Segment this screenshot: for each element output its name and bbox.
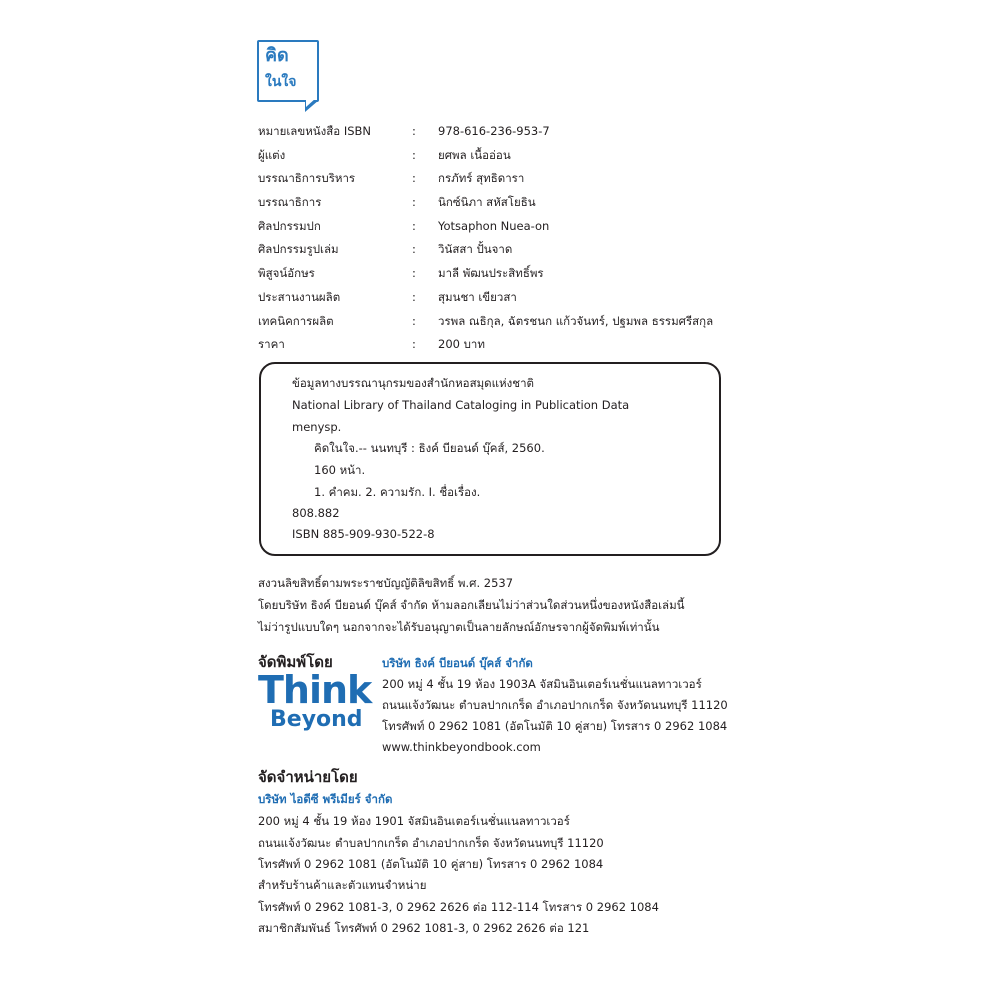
credit-colon: :: [412, 313, 416, 328]
publisher-website: www.thinkbeyondbook.com: [382, 740, 541, 754]
cip-author-code: menysp.: [292, 420, 342, 434]
distributor-member-phone: สมาชิกสัมพันธ์ โทรศัพท์ 0 2962 1081-3, 0 2962 2626 ต่อ 121: [258, 921, 590, 935]
cip-pages: 160 หน้า.: [314, 463, 366, 477]
credit-colon: :: [412, 147, 416, 162]
credit-colon: :: [412, 337, 416, 352]
credit-label: ราคา: [258, 337, 285, 352]
credit-value: นิกซ์นิภา สหัสโยธิน: [438, 195, 536, 210]
credit-row: [258, 337, 778, 361]
credit-value: Yotsaphon Nuea-on: [438, 218, 550, 233]
credit-value: วินัสสา ปั้นจาด: [438, 242, 513, 257]
distributor-name: บริษัท ไอดีซี พรีเมียร์ จำกัด: [258, 792, 393, 806]
copyright-line3: ไม่ว่ารูปแบบใดๆ นอกจากจะได้รับอนุญาตเป็นลายลักษณ์อักษรจากผู้จัดพิมพ์เท่านั้น: [258, 620, 660, 634]
credit-value: กรภัทร์ สุทธิดารา: [438, 171, 525, 186]
credit-row: [258, 171, 778, 195]
credit-value: สุมนชา เขียวสา: [438, 289, 517, 304]
credit-value: ยศพล เนื้ออ่อน: [438, 147, 511, 162]
logo-speech-tail-inner: [306, 98, 316, 107]
credit-label: หมายเลขหนังสือ ISBN: [258, 124, 372, 138]
distributor-address-1: 200 หมู่ 4 ชั้น 19 ห้อง 1901 จัสมินอินเตอร์เนชั่นแนลทาวเวอร์: [258, 814, 570, 828]
credit-label: ศิลปกรรมรูปเล่ม: [258, 242, 339, 257]
copyright-line1: สงวนลิขสิทธิ์ตามพระราชบัญญัติลิขสิทธิ์ พ.ศ. 2537: [258, 576, 514, 590]
distributor-heading: จัดจำหน่ายโดย: [258, 768, 358, 786]
publisher-address-1: 200 หมู่ 4 ชั้น 19 ห้อง 1903A จัสมินอินเตอร์เนชั่นแนลทาวเวอร์: [382, 677, 702, 691]
cip-classification: 808.882: [292, 506, 340, 520]
credit-label: พิสูจน์อักษร: [258, 266, 315, 281]
publisher-phone: โทรศัพท์ 0 2962 1081 (อัตโนมัติ 10 คู่สาย) โทรสาร 0 2962 1084: [382, 719, 728, 733]
cip-subjects: 1. คำคม. 2. ความรัก. I. ชื่อเรื่อง.: [314, 485, 481, 499]
credit-value: วรพล ณธิกุล, ฉัตรชนก แก้วจันทร์, ปฐมพล ธรรมศรีสกุล: [438, 313, 714, 328]
think-beyond-logo-think: Think: [258, 668, 372, 712]
credit-label: บรรณาธิการบริหาร: [258, 171, 356, 186]
credit-label: ศิลปกรรมปก: [258, 218, 321, 233]
credit-label: ผู้แต่ง: [258, 147, 286, 162]
cataloging-box: [259, 362, 721, 556]
kid-nai-jai-logo: [257, 40, 319, 102]
credit-label: บรรณาธิการ: [258, 195, 322, 210]
credit-row: [258, 314, 778, 338]
credit-colon: :: [412, 289, 416, 304]
think-beyond-logo-beyond: Beyond: [270, 707, 363, 732]
logo-line2: ในใจ: [265, 74, 297, 90]
publisher-address-2: ถนนแจ้งวัฒนะ ตำบลปากเกร็ด อำเภอปากเกร็ด จังหวัดนนทบุรี 11120: [382, 698, 728, 712]
credit-colon: :: [412, 171, 416, 186]
credit-colon: :: [412, 242, 416, 257]
credit-row: [258, 219, 778, 243]
credit-colon: :: [412, 218, 416, 233]
cip-heading-thai: ข้อมูลทางบรรณานุกรมของสำนักหอสมุดแห่งชาติ: [292, 376, 534, 390]
distributor-retail-phone: โทรศัพท์ 0 2962 1081-3, 0 2962 2626 ต่อ 112-114 โทรสาร 0 2962 1084: [258, 900, 659, 914]
credit-row: [258, 242, 778, 266]
credits-table: [258, 124, 778, 361]
credit-label: เทคนิคการผลิต: [258, 313, 334, 328]
credit-row: [258, 290, 778, 314]
credit-colon: :: [412, 195, 416, 210]
cip-title-publisher: คิดในใจ.-- นนทบุรี : ธิงค์ บียอนด์ บุ๊คส์, 2560.: [314, 441, 545, 455]
credit-value: 200 บาท: [438, 337, 485, 352]
publisher-name: บริษัท ธิงค์ บียอนด์ บุ๊คส์ จำกัด: [382, 656, 533, 670]
credit-label: ประสานงานผลิต: [258, 289, 341, 304]
credit-value: 978-616-236-953-7: [438, 124, 550, 138]
cip-isbn: ISBN 885-909-930-522-8: [292, 527, 435, 541]
credit-colon: :: [412, 266, 416, 281]
publisher-heading: จัดพิมพ์โดย: [258, 653, 333, 671]
credit-row: [258, 148, 778, 172]
distributor-address-2: ถนนแจ้งวัฒนะ ตำบลปากเกร็ด อำเภอปากเกร็ด จังหวัดนนทบุรี 11120: [258, 836, 604, 850]
credit-row: [258, 124, 778, 148]
credit-colon: :: [412, 124, 416, 138]
logo-line1: คิด: [265, 45, 289, 66]
copyright-line2: โดยบริษัท ธิงค์ บียอนด์ บุ๊คส์ จำกัด ห้ามลอกเลียนไม่ว่าส่วนใดส่วนหนึ่งของหนังสือเล่มนี้: [258, 598, 685, 612]
distributor-retail-label: สำหรับร้านค้าและตัวแทนจำหน่าย: [258, 878, 427, 892]
distributor-phone: โทรศัพท์ 0 2962 1081 (อัตโนมัติ 10 คู่สาย) โทรสาร 0 2962 1084: [258, 857, 604, 871]
credit-row: [258, 195, 778, 219]
credit-row: [258, 266, 778, 290]
credit-value: มาลี พัฒนประสิทธิ์พร: [438, 266, 544, 281]
cip-heading-english: National Library of Thailand Cataloging in Publication Data: [292, 398, 630, 412]
